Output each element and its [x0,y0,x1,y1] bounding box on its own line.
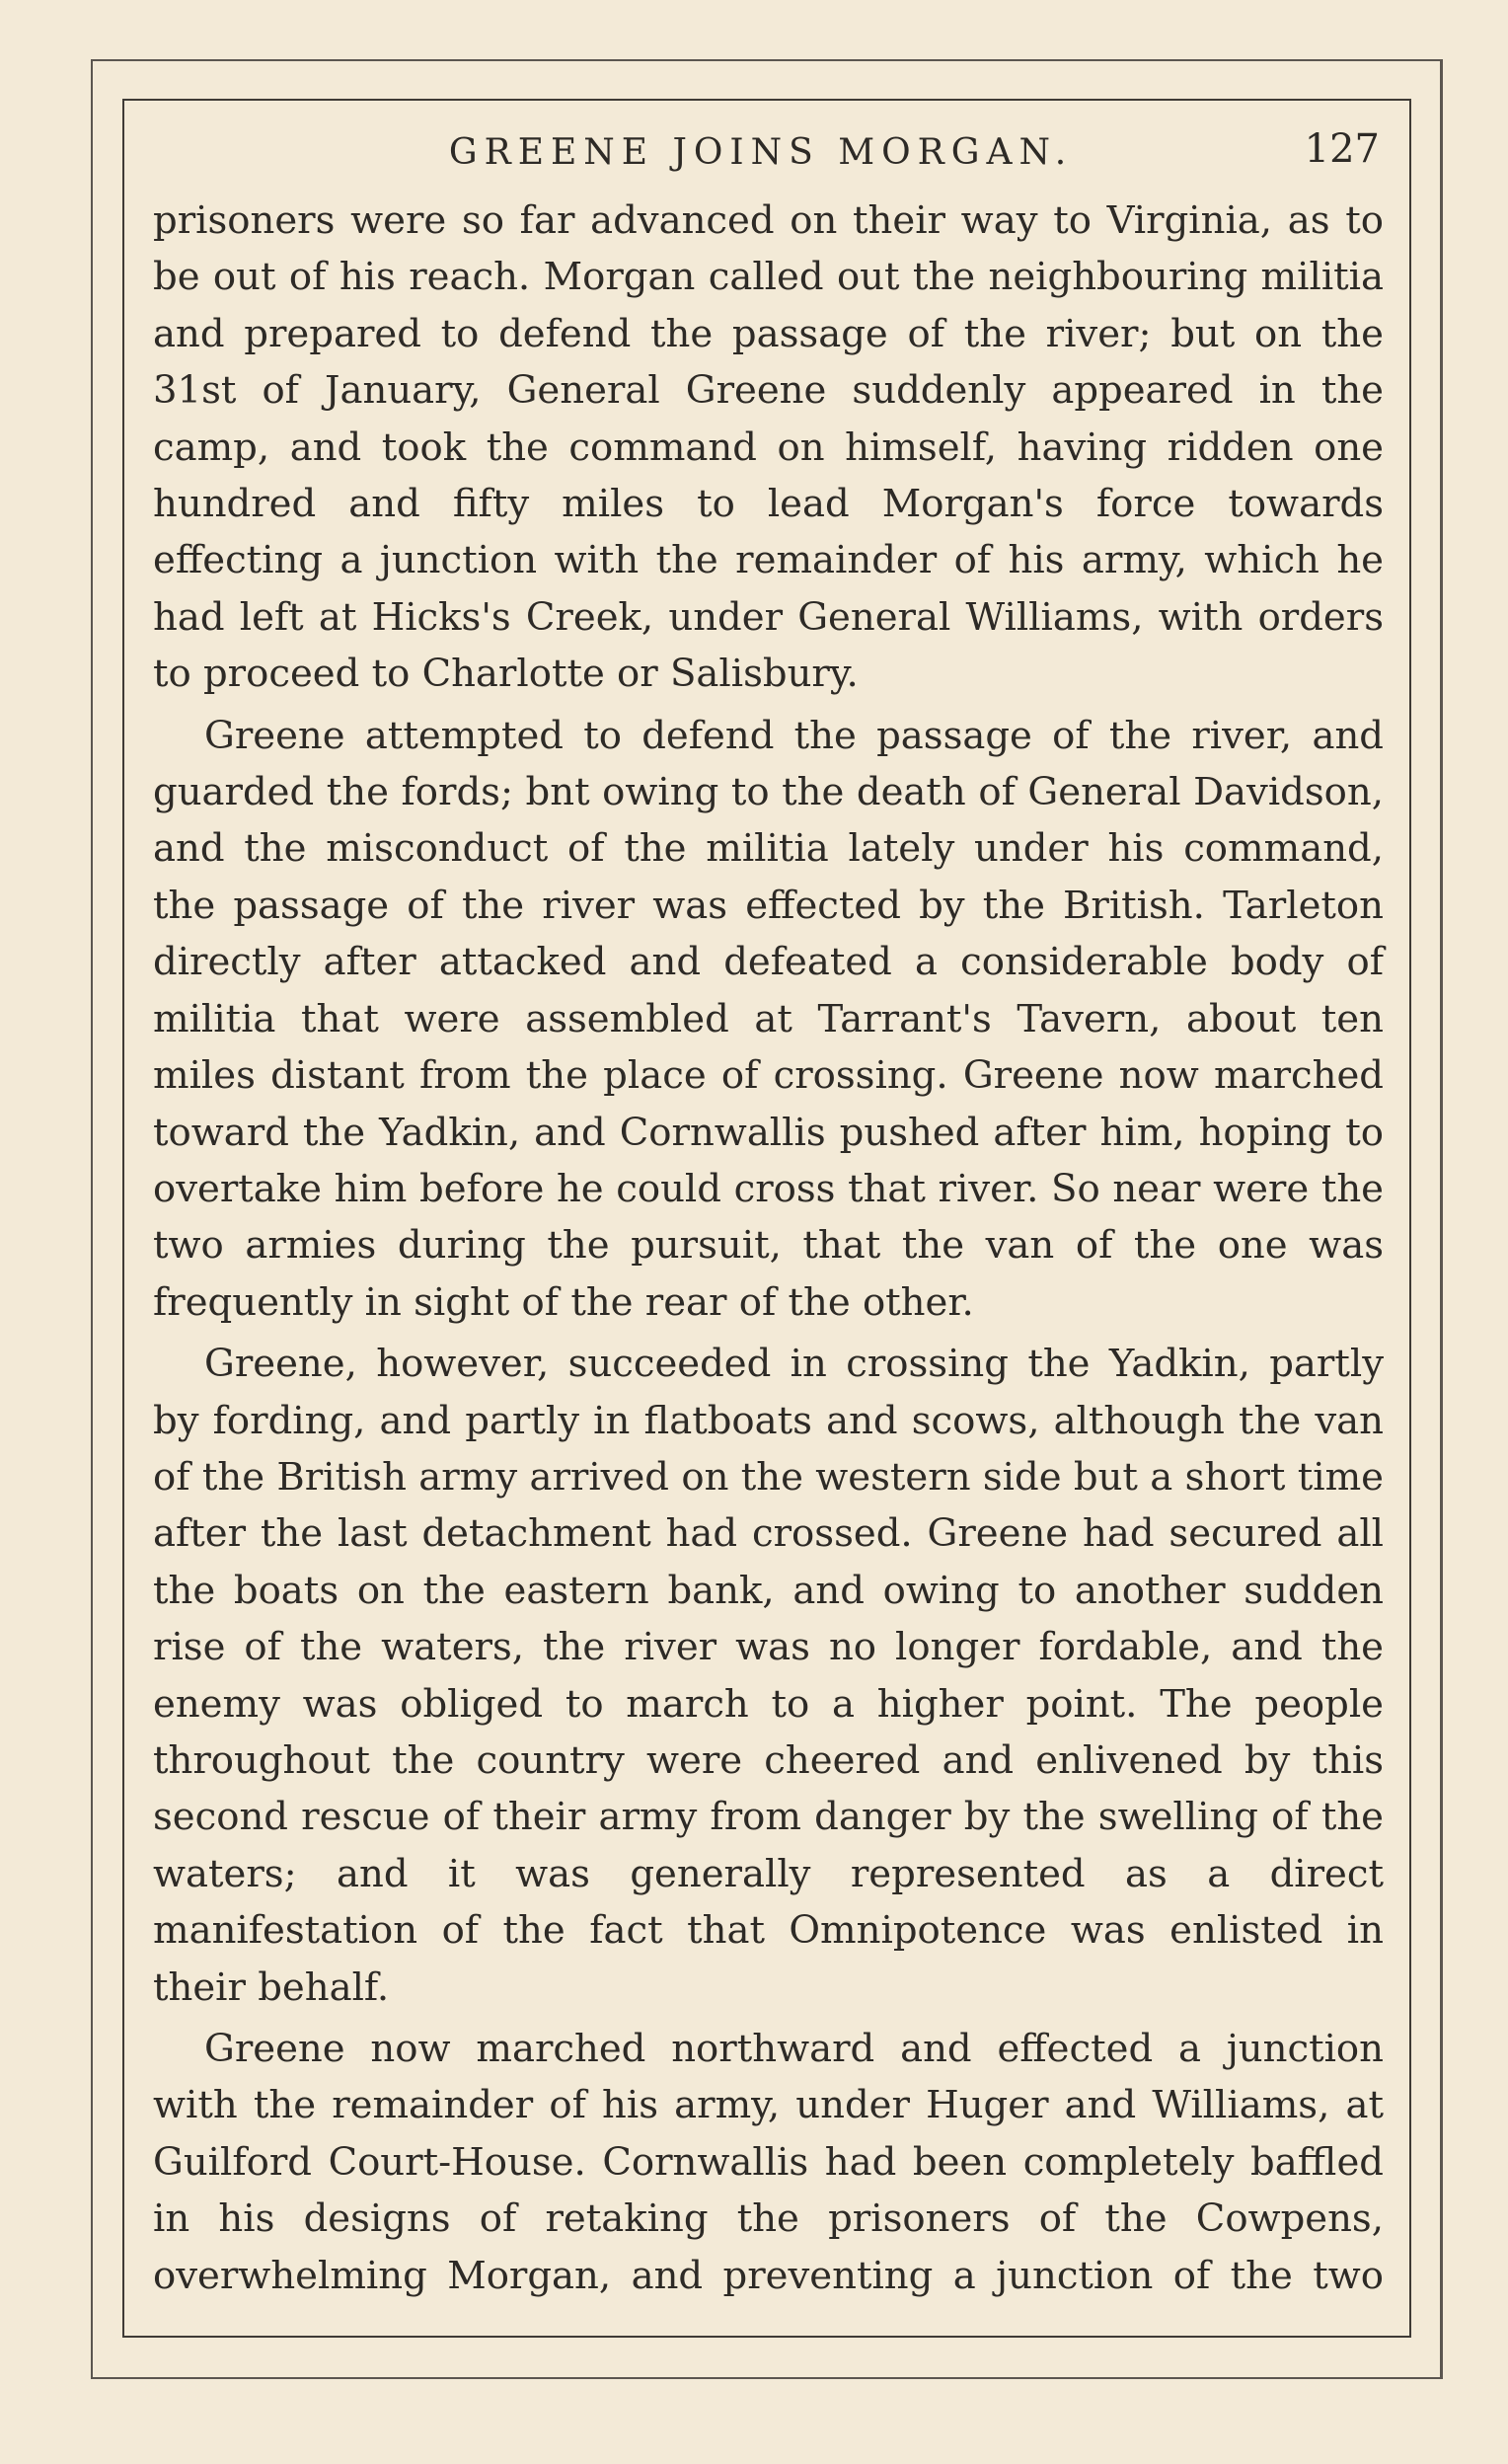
paragraph-1: prisoners were so far advanced on their way to Virginia, as to be out of his reach. Morgan called out the neighbouring militia and prepared to defend the passage of the river; but on the 31st of January, General Greene suddenly appeared in the camp, and took the command on himself, having ridden one hundred and fifty miles to lead Morgan's force towards effecting a junction with the remainder of his army, which he had left at Hicks's Creek, under General Williams, with orders to proceed to Charlotte or Salisbury. [153,198,1384,697]
text-body [153,192,1384,2304]
running-title: GREENE JOINS MORGAN. [448,132,1074,173]
page-number: 127 [1304,126,1380,172]
paragraph-2: Greene attempted to defend the passage of the river, and guarded the fords; bnt owing to the death of General Davidson, and the misconduct of the militia lately under his command, the passage of the river was effected by the British. Tarleton directly after attacked and defeated a considerable body of militia that were assembled at Tarrant's Tavern, about ten miles distant from the place of crossing. Greene now marched toward the Yadkin, and Cornwallis pushed after him, hoping to overtake him before he could cross that river. So near were the two armies during the pursuit, that the van of the one was frequently in sight of the rear of the other. [153,713,1384,1325]
page-header [138,126,1384,186]
paragraph-4: Greene now marched northward and effected a junction with the remainder of his army, under Huger and Williams, at Guilford Court-House. Cornwallis had been completely baffled in his designs of retaking the prisoners of the Cowpens, overwhelming Morgan, and preventing a junction of the two [153,2027,1384,2298]
paragraph-3: Greene, however, succeeded in crossing the Yadkin, partly by fording, and partly in flatboats and scows, although the van of the British army arrived on the western side but a short time after the last detachment had crossed. Greene had secured all the boats on the eastern bank, and owing to another sudden rise of the waters, the river was no longer fordable, and the enemy was obliged to march to a higher point. The people throughout the country were cheered and enlivened by this second rescue of their army from danger by the swelling of the waters; and it was generally represented as a direct manifestation of the fact that Omnipotence was enlisted in their behalf. [153,1342,1384,2010]
